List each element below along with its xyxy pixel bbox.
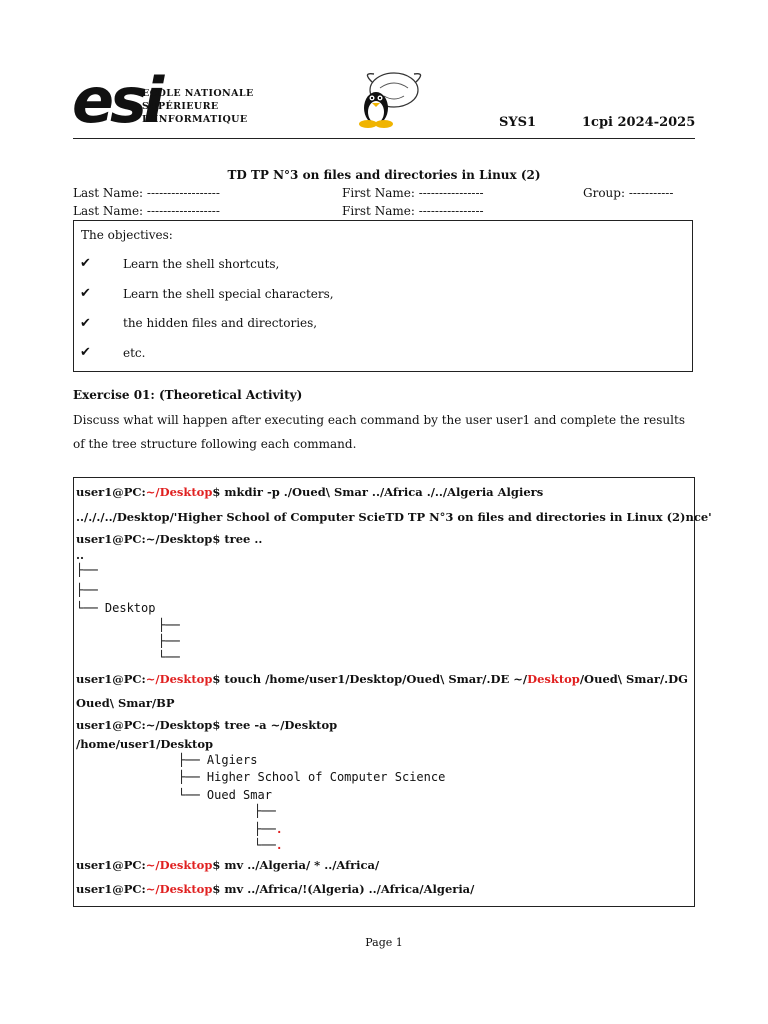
group-field: Group: ----------- [583, 186, 674, 200]
course-code: SYS1 [499, 115, 537, 130]
tree-root: /home/user1/Desktop [76, 737, 214, 751]
prompt-path: ~/Desktop [145, 858, 213, 872]
first-name-field-1: First Name: ---------------- [342, 186, 484, 200]
tree-branch [254, 822, 283, 836]
command-text: mkdir -p ./Oued\ Smar ../Africa ./../Algeria Algiers [220, 485, 544, 499]
tree-branch-glyph: └── [254, 838, 276, 852]
tree-branch-glyph: ├── [254, 822, 276, 836]
command-line-mv-2 [76, 882, 474, 896]
prompt-dollar: $ [212, 672, 221, 686]
command-line-mv-1 [76, 858, 379, 872]
objective-item: Learn the shell shortcuts, [123, 257, 280, 271]
command-continuation: ../././../Desktop/'Higher School of Computer ScieTD TP N°3 on files and directories in Linux (2)nce' [76, 510, 712, 524]
academic-year: 1cpi 2024-2025 [582, 115, 696, 130]
prompt-user: user1@PC: [76, 672, 146, 686]
last-name-field-1: Last Name: ------------------ [73, 186, 220, 200]
tree-root: .. [76, 548, 85, 562]
command-text: mv ../Algeria/ * ../Africa/ [220, 858, 380, 872]
header-divider [73, 138, 695, 139]
tree-branch: ├── [158, 618, 180, 632]
command-text: touch /home/user1/Desktop/Oued\ Smar/.DE ~/ [220, 672, 528, 686]
hidden-file-dot: . [275, 838, 283, 852]
exercise-title: Exercise 01: (Theoretical Activity) [73, 388, 303, 402]
school-line-1: ECOLE NATIONALE [142, 88, 254, 99]
tree-branch: ├── [254, 804, 276, 818]
prompt-user: user1@PC: [76, 485, 146, 499]
tree-branch: └── [158, 650, 180, 664]
check-icon: ✔ [80, 316, 91, 331]
command-text-end: /Oued\ Smar/.DG [579, 672, 688, 686]
prompt-path: ~/Desktop [145, 882, 213, 896]
check-icon: ✔ [80, 345, 91, 360]
command-text: mv ../Africa/!(Algeria) ../Africa/Algeria/ [220, 882, 475, 896]
school-line-3: D'INFORMATIQUE [142, 114, 248, 125]
first-name-field-2: First Name: ---------------- [342, 204, 484, 218]
command-line-mkdir [76, 485, 543, 499]
prompt-dollar: $ [212, 858, 221, 872]
tux-gnu-mascot-image [344, 68, 424, 130]
hidden-file-dot: . [275, 822, 283, 836]
command-path-highlight: Desktop [527, 672, 580, 686]
esi-logo [72, 64, 161, 137]
tree-branch: ├── [76, 563, 98, 577]
esi-logo-text: esi [72, 64, 161, 137]
objective-item: Learn the shell special characters, [123, 287, 334, 301]
tree-branch: ├── [158, 634, 180, 648]
prompt-dollar: $ [212, 485, 221, 499]
school-line-2: SUPÉRIEURE [142, 101, 219, 112]
prompt-path: ~/Desktop [145, 672, 213, 686]
prompt-dollar: $ [212, 882, 221, 896]
school-name [142, 87, 254, 126]
tree-node-oued-smar: └── Oued Smar [178, 788, 272, 802]
objective-item: etc. [123, 346, 146, 360]
prompt-user: user1@PC: [76, 858, 146, 872]
prompt-path: ~/Desktop [145, 485, 213, 499]
page-title: TD TP N°3 on files and directories in Linux (2) [227, 168, 541, 182]
check-icon: ✔ [80, 256, 91, 271]
tree-branch [254, 838, 283, 852]
command-line-touch [76, 672, 688, 686]
exercise-description: Discuss what will happen after executing each command by the user user1 and complete the results of the tree structure following each command. [73, 413, 685, 451]
tree-node-desktop: └── Desktop [76, 601, 156, 615]
command-continuation: Oued\ Smar/BP [76, 696, 175, 710]
objective-item: the hidden files and directories, [123, 316, 318, 330]
tree-node-higher-school: ├── Higher School of Computer Science [178, 770, 446, 784]
page-number: Page 1 [365, 936, 403, 949]
tree-node-algiers: ├── Algiers [178, 753, 258, 767]
command-line-tree-a: user1@PC:~/Desktop$ tree -a ~/Desktop [76, 718, 338, 732]
command-line-tree: user1@PC:~/Desktop$ tree .. [76, 532, 263, 546]
tree-branch: ├── [76, 583, 98, 597]
check-icon: ✔ [80, 286, 91, 301]
objectives-heading: The objectives: [81, 228, 173, 242]
prompt-user: user1@PC: [76, 882, 146, 896]
last-name-field-2: Last Name: ------------------ [73, 204, 220, 218]
